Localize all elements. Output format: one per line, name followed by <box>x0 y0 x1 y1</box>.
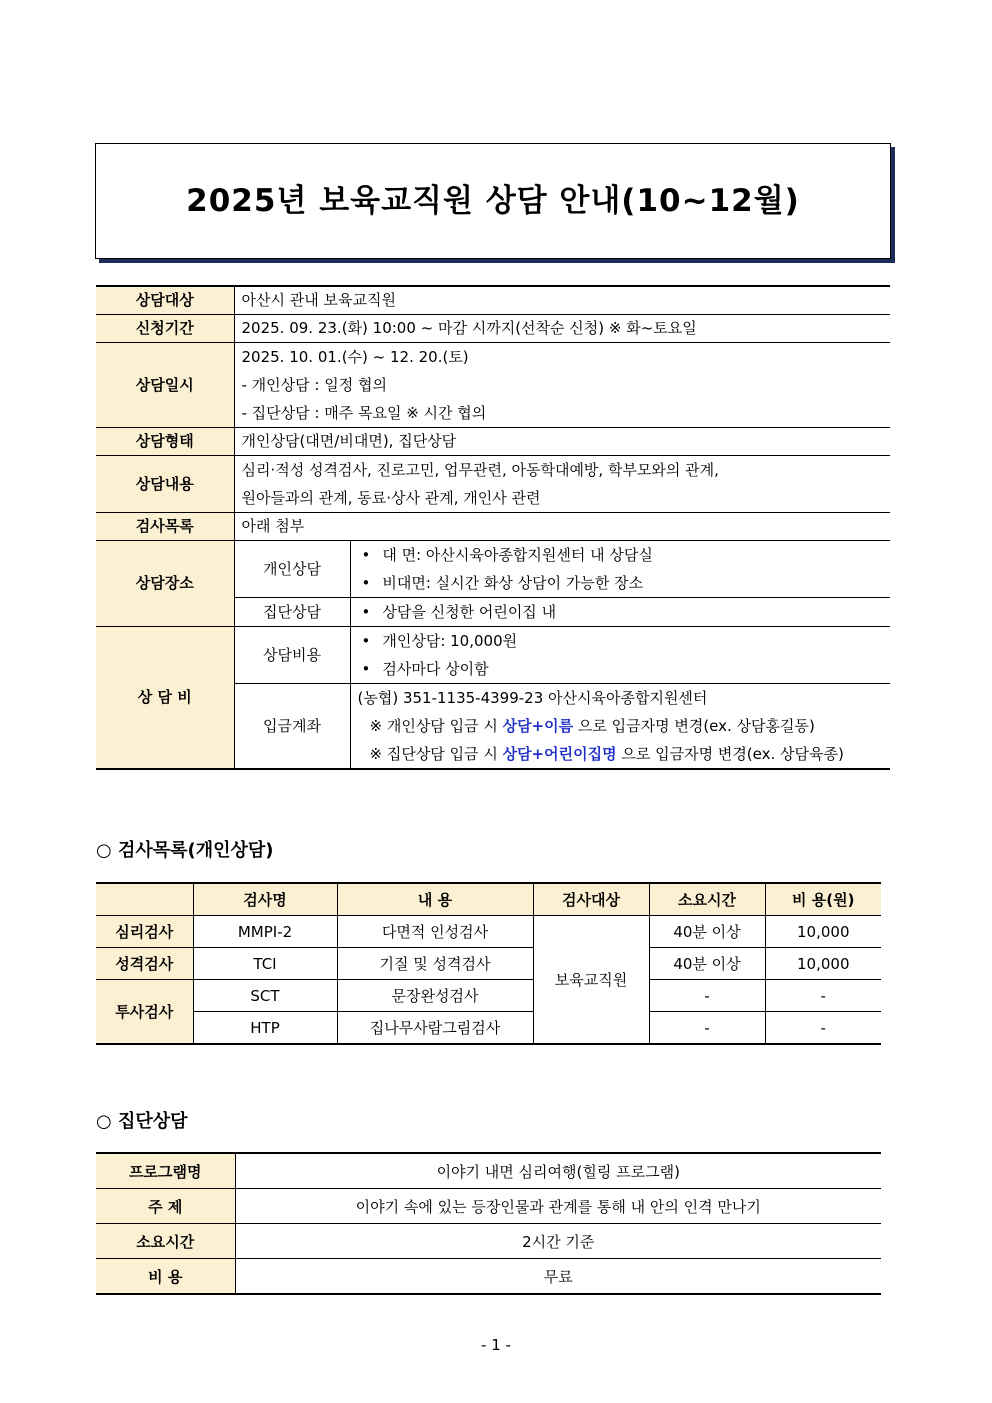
test-time: 40분 이상 <box>649 948 765 980</box>
table-row <box>96 1012 881 1045</box>
group-value: 2시간 기준 <box>235 1224 881 1259</box>
period-label: 신청기간 <box>96 315 234 343</box>
schedule-label: 상담일시 <box>96 343 234 428</box>
info-row-target <box>96 286 890 315</box>
table-row <box>96 1259 881 1295</box>
fee-account-line3 <box>358 740 891 768</box>
info-row-content <box>96 456 890 513</box>
test-time: - <box>649 1012 765 1045</box>
info-table <box>96 285 890 770</box>
tests-header-target: 검사대상 <box>533 883 649 916</box>
page-number: - 1 - <box>481 1336 511 1354</box>
type-label: 상담형태 <box>96 428 234 456</box>
test-content: 문장완성검사 <box>337 980 533 1012</box>
type-value: 개인상담(대면/비대면), 집단상담 <box>234 428 890 456</box>
test-cost: - <box>765 1012 881 1045</box>
test-target: 보육교직원 <box>533 916 649 1045</box>
group-table <box>96 1152 881 1295</box>
content-label: 상담내용 <box>96 456 234 513</box>
test-name: MMPI-2 <box>193 916 337 948</box>
fee-account-line2-post: 으로 입금자명 변경(ex. 상담홍길동) <box>573 717 815 735</box>
place-group-value <box>350 598 890 627</box>
place-individual-value <box>350 541 890 598</box>
table-row <box>96 916 881 948</box>
fee-account-line2 <box>358 712 891 740</box>
fee-account-line2-pre: ※ 개인상담 입금 시 <box>369 717 503 735</box>
test-content: 다면적 인성검사 <box>337 916 533 948</box>
group-value: 이야기 내면 심리여행(힐링 프로그램) <box>235 1153 881 1189</box>
group-label: 주 제 <box>96 1189 235 1224</box>
test-time: 40분 이상 <box>649 916 765 948</box>
place-group-line: • 상담을 신청한 어린이집 내 <box>358 598 891 626</box>
place-group-label: 집단상담 <box>234 598 350 627</box>
test-cost: - <box>765 980 881 1012</box>
group-value: 이야기 속에 있는 등장인물과 관계를 통해 내 안의 인격 만나기 <box>235 1189 881 1224</box>
group-label: 프로그램명 <box>96 1153 235 1189</box>
fee-account-value <box>350 684 890 770</box>
tests-header-blank <box>96 883 193 916</box>
schedule-line: 2025. 10. 01.(수) ~ 12. 20.(토) <box>241 348 469 366</box>
fee-cost-value <box>350 627 890 684</box>
place-individual-line: • 대 면: 아산시육아종합지원센터 내 상담실 <box>358 541 891 569</box>
tests-header-name: 검사명 <box>193 883 337 916</box>
info-row-place-individual <box>96 541 890 598</box>
fee-cost-label: 상담비용 <box>234 627 350 684</box>
tests-header-cost: 비 용(원) <box>765 883 881 916</box>
info-row-type <box>96 428 890 456</box>
test-time: - <box>649 980 765 1012</box>
fee-account-line2-em: 상담+이름 <box>502 717 574 735</box>
test-category: 투사검사 <box>96 980 193 1045</box>
title-box <box>95 143 891 259</box>
fee-account-line3-post: 으로 입금자명 변경(ex. 상담육종) <box>616 745 844 763</box>
info-row-testlist <box>96 513 890 541</box>
table-row <box>96 948 881 980</box>
content-value <box>234 456 890 513</box>
content-line: 원아들과의 관계, 동료·상사 관계, 개인사 관련 <box>241 489 541 507</box>
place-label: 상담장소 <box>96 541 234 627</box>
tests-table <box>96 882 881 1045</box>
fee-account-label: 입금계좌 <box>234 684 350 770</box>
group-label: 비 용 <box>96 1259 235 1295</box>
fee-account-line3-pre: ※ 집단상담 입금 시 <box>369 745 503 763</box>
test-name: HTP <box>193 1012 337 1045</box>
tests-section-title: ○ 검사목록(개인상담) <box>96 840 274 861</box>
schedule-line: - 집단상담 : 매주 목요일 ※ 시간 협의 <box>241 404 487 422</box>
table-row <box>96 980 881 1012</box>
target-label: 상담대상 <box>96 286 234 315</box>
tests-header-content: 내 용 <box>337 883 533 916</box>
tests-header-time: 소요시간 <box>649 883 765 916</box>
schedule-value <box>234 343 890 428</box>
test-name: TCI <box>193 948 337 980</box>
fee-cost-line: • 개인상담: 10,000원 <box>358 627 891 655</box>
test-cost: 10,000 <box>765 916 881 948</box>
place-individual-line: • 비대면: 실시간 화상 상담이 가능한 장소 <box>358 569 891 597</box>
fee-label: 상 담 비 <box>96 627 234 770</box>
info-row-schedule <box>96 343 890 428</box>
fee-account-line1: (농협) 351-1135-4399-23 아산시육아종합지원센터 <box>357 689 708 707</box>
test-content: 집나무사람그림검사 <box>337 1012 533 1045</box>
group-label: 소요시간 <box>96 1224 235 1259</box>
test-cost: 10,000 <box>765 948 881 980</box>
place-individual-label: 개인상담 <box>234 541 350 598</box>
info-row-period <box>96 315 890 343</box>
fee-account-line3-em: 상담+어린이집명 <box>502 745 617 763</box>
test-name: SCT <box>193 980 337 1012</box>
period-value: 2025. 09. 23.(화) 10:00 ~ 마감 시까지(선착순 신청) ※ 화~토요일 <box>234 315 890 343</box>
table-row <box>96 1189 881 1224</box>
info-row-fee-cost <box>96 627 890 684</box>
group-section-title: ○ 집단상담 <box>96 1111 188 1132</box>
schedule-line: - 개인상담 : 일정 협의 <box>241 376 387 394</box>
tests-header-row <box>96 883 881 916</box>
fee-cost-line: • 검사마다 상이함 <box>358 655 891 683</box>
document-title: 2025년 보육교직원 상담 안내(10~12월) <box>186 183 800 219</box>
test-content: 기질 및 성격검사 <box>337 948 533 980</box>
testlist-value: 아래 첨부 <box>234 513 890 541</box>
testlist-label: 검사목록 <box>96 513 234 541</box>
group-value: 무료 <box>235 1259 881 1295</box>
target-value: 아산시 관내 보육교직원 <box>234 286 890 315</box>
test-category: 심리검사 <box>96 916 193 948</box>
content-line: 심리·적성 성격검사, 진로고민, 업무관련, 아동학대예방, 학부모와의 관계, <box>241 461 719 479</box>
table-row <box>96 1224 881 1259</box>
test-category: 성격검사 <box>96 948 193 980</box>
table-row <box>96 1153 881 1189</box>
